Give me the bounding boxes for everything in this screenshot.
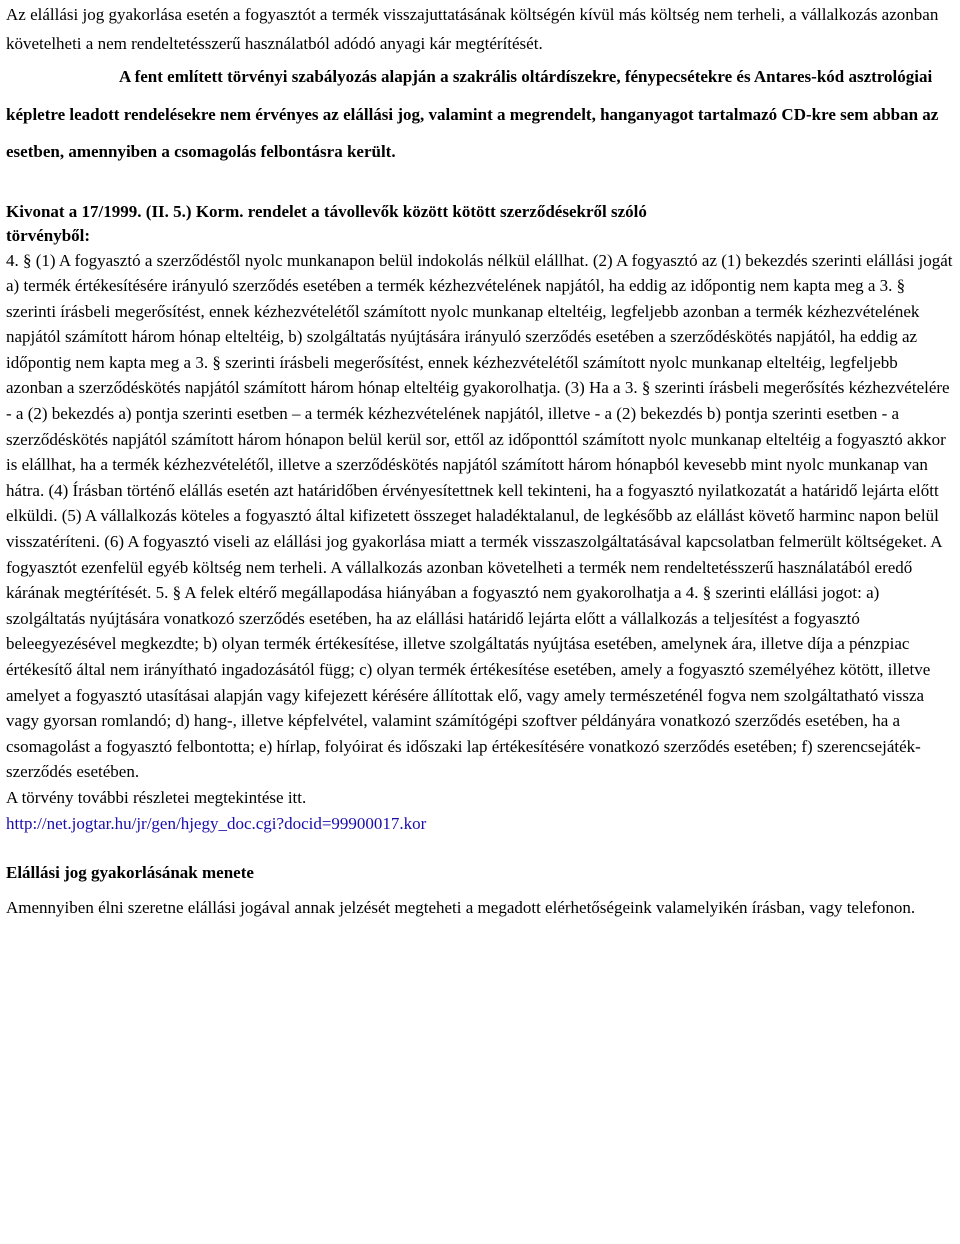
more-info-text: A törvény további részletei megtekintése itt. [6,787,307,807]
exception-paragraph: A fent említett törvényi szabályozás alapján a szakrális oltárdíszekre, fénypecsétekre és Antares-kód asztrológiai képletre leadott rendelésekre nem érvényes az elállási jog, valamint a megrendelt, hanganyagot tartalmazó CD-kre sem abban az esetben, amennyiben a csomagolás felbontásra került. [6,67,939,161]
law-link-wrapper [6,811,958,837]
extract-title: Kivonat a 17/1999. (II. 5.) Korm. rendelet a távollevők között kötött szerződésekről szóló törvényből: [6,201,647,245]
section-title: Elállási jog gyakorlásának menete [6,863,254,883]
section-text: Amennyiben élni szeretne elállási jogával annak jelzését megteheti a megadott elérhetőségeink valamelyikén írásban, vagy telefonon. [6,898,916,918]
law-text: 4. § (1) A fogyasztó a szerződéstől nyolc munkanapon belül indokolás nélkül elállhat. (2) A fogyasztó az (1) bekezdés szerinti elállási jogát a) termék értékesítésére irányuló szerződés esetében a termék kézhezvételének napjától, ha eddig az időpontig nem kapta meg a 3. § szerinti írásbeli megerősítést, ennek kézhezvételétől számított nyolc munkanap elteltéig, legfeljebb azonban a termék kézhezvételének napjától számított három hónap elteltéig, b) szolgáltatás nyújtására irányuló szerződés esetében a szerződéskötés napjától, ha eddig az időpontig nem kapta meg a 3. § szerinti írásbeli megerősítést, ennek kézhezvételétől számított nyolc munkanap elteltéig, legfeljebb azonban a szerződéskötés napjától számított három hónap elteltéig gyakorolhatja. (3) Ha a 3. § szerinti írásbeli megerősítés kézhezvételére - a (2) bekezdés a) pontja szerinti esetben – a termék kézhezvételének napjától, illetve - a (2) bekezdés b) pontja szerinti esetben - a szerződéskötés napjától számított három hónapon belül kerül sor, ettől az időponttól számított nyolc munkanap elteltéig a fogyasztó akkor is elállhat, ha a termék kézhezvételétől, illetve a szerződéskötés napjától számított három hónapból kevesebb mint nyolc munkanap van hátra. (4) Írásban történő elállás esetén azt határidőben érvényesítettnek kell tekinteni, ha a fogyasztó nyilatkozatát a határidő lejárta előtt elküldi. (5) A vállalkozás köteles a fogyasztó által kifizetett összeget haladéktalanul, de legkésőbb az elállást követő harminc napon belül visszatéríteni. (6) A fogyasztó viseli az elállási jog gyakorlása miatt a termék visszaszolgáltatásával kapcsolatban felmerült költségeket. A fogyasztót ezenfelül egyéb költség nem terheli. A vállalkozás azonban követelheti a termék nem rendeltetésszerű használatából eredő kárának megtérítését. 5. § A felek eltérő megállapodása hiányában a fogyasztó nem gyakorolhatja a 4. § szerinti elállási jogot: a) szolgáltatás nyújtására vonatkozó szerződés esetében, ha az elállási határidő lejárta előtt a vállalkozás a teljesítést a fogyasztó beleegyezésével megkezdte; b) olyan termék értékesítése, illetve szolgáltatás nyújtása esetében, amelynek ára, illetve díja a pénzpiac értékesítő által nem irányítható ingadozásától függ; c) olyan termék értékesítése esetében, amely a fogyasztó személyéhez kötött, illetve amelyet a fogyasztó utasításai alapján vagy kifejezett kérésére állítottak elő, vagy amely természeténél fogva nem szolgáltatható vissza vagy gyorsan romlandó; d) hang-, illetve képfelvétel, valamint számítógépi szoftver példányára vonatkozó szerződés esetében, ha a csomagolást a fogyasztó felbontotta; e) hírlap, folyóirat és időszaki lap értékesítésére vonatkozó szerződés esetében; f) szerencsejáték-szerződés esetében. [6,250,953,782]
law-extract [6,248,958,837]
intro-paragraph: Az elállási jog gyakorlása esetén a fogyasztót a termék visszajuttatásának költségén kívül más költség nem terheli, a vállalkozás azonban követelheti a nem rendeltetésszerű használatból adódó anyagi kár megtérítését. [6,5,939,53]
law-link[interactable]: http://net.jogtar.hu/jr/gen/hjegy_doc.cgi?docid=99900017.kor [6,813,427,833]
